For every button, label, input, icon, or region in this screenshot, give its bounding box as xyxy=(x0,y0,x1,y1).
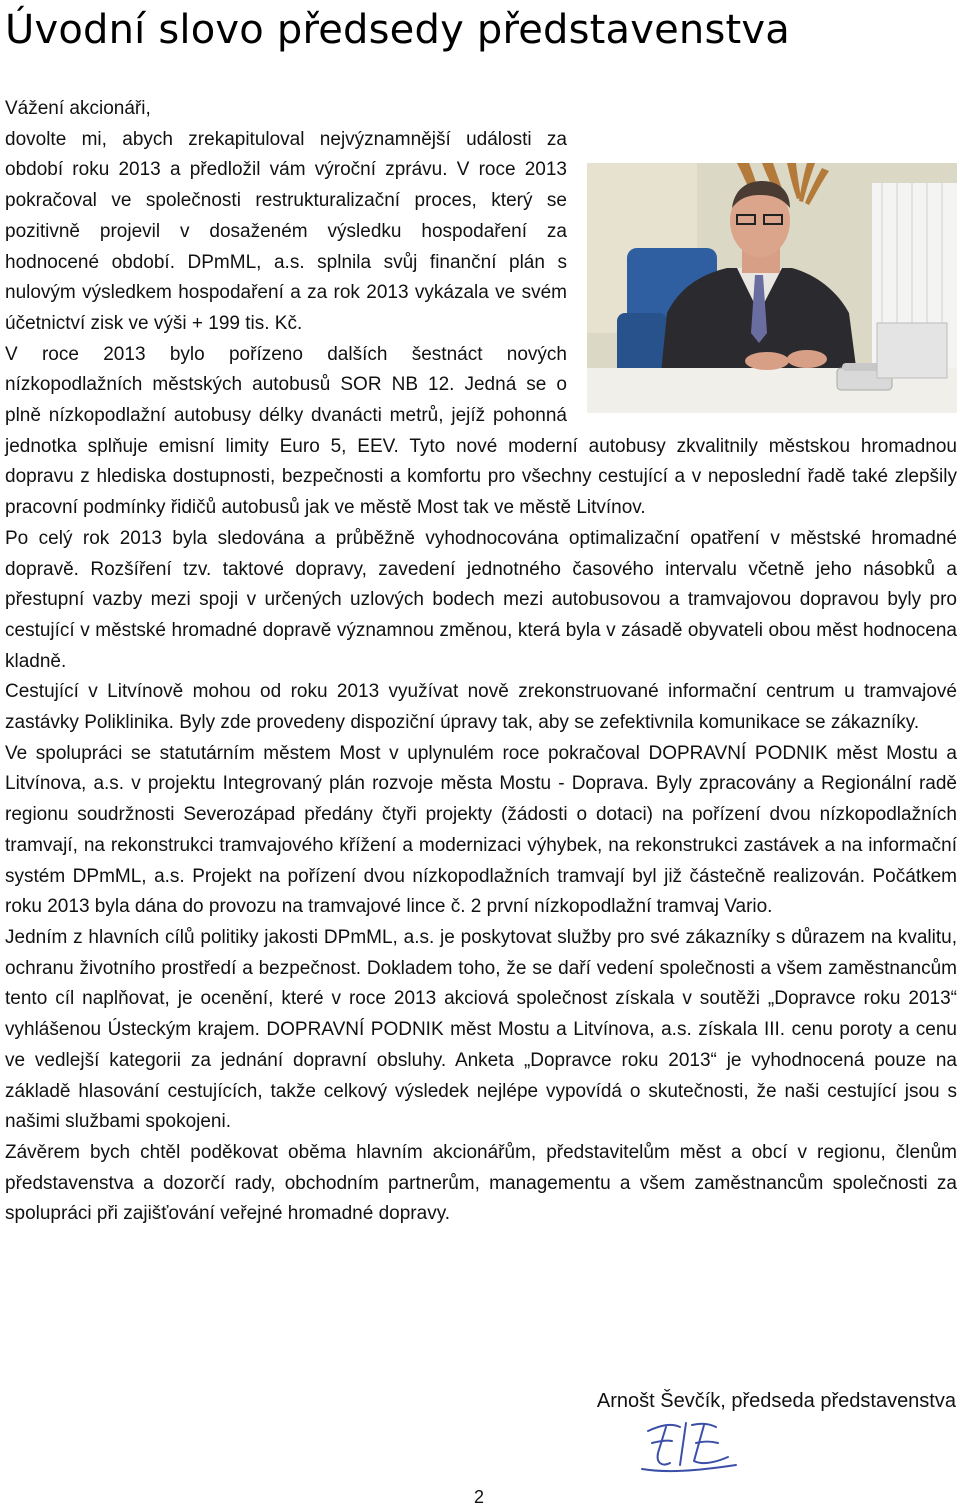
page-number: 2 xyxy=(474,1487,485,1507)
paragraph-closing: Závěrem bych chtěl poděkovat oběma hlavním akcionářům, představitelům měst a obcí v regionu, členům představenstva a dozorčí rady, obchodním partnerům, managementu a všem zaměstnancům společnosti za spolupráci při zajišťování veřejné hromadné dopravy. xyxy=(5,1141,957,1225)
portrait-photo xyxy=(587,163,957,413)
page-title: Úvodní slovo předsedy představenstva xyxy=(5,7,790,53)
portrait-photo-icon xyxy=(587,163,957,413)
paragraph-projects: Ve spolupráci se statutárním městem Most v uplynulém roce pokračoval DOPRAVNÍ PODNIK měst Mostu a Litvínova, a.s. v projektu Integrovaný plán rozvoje města Mostu - Doprava. Byly zpracovány a Regionální radě regionu soudržnosti Severozápad předány čtyři projekty (žádosti o dotaci) na pořízení dvou nízkopodlažních tramvají, na rekonstrukci tramvajového křížení a modernizaci výhybek, na rekonstrukci zastávek a na informační systém DPmML, a.s. Projekt na pořízení dvou nízkopodlažních tramvají byl již částečně realizován. Počátkem roku 2013 byla dána do provozu na tramvajové lince č. 2 první nízkopodlažní tramvaj Vario. xyxy=(5,742,957,918)
paragraph-quality: Jedním z hlavních cílů politiky jakosti DPmML, a.s. je poskytovat služby pro své zákazníky s důrazem na kvalitu, ochranu životního prostředí a bezpečnost. Dokladem toho, že se daří vedení společnosti a všem zaměstnancům tento cíl naplňovat, je ocenění, které v roce 2013 akciová společnost získala v soutěži „Dopravce roku 2013“ vyhlášenou Ústeckým krajem. DOPRAVNÍ PODNIK měst Mostu a Litvínova, a.s. získala III. cenu poroty a cenu ve vedlejší kategorii za jednání dopravní obsluhy. Anketa „Dopravce roku 2013“ je vyhodnocená pouze na základě hlasování cestujících, takže celkový výsledek nejlépe vypovídá o skutečnosti, že naši cestující jsou s našimi službami spokojeni. xyxy=(5,926,957,1133)
paragraph-info-center: Cestující v Litvínově mohou od roku 2013 využívat nově zrekonstruované informační centrum u tramvajové zastávky Poliklinika. Byly zde provedeny dispoziční úpravy tak, aby se zefektivnila komunikace se zákazníky. xyxy=(5,681,957,734)
signature-name: Arnošt Ševčík, předseda představenstva xyxy=(596,1390,956,1412)
signature-icon xyxy=(636,1413,746,1483)
paragraph-buses: V roce 2013 bylo pořízeno dalších šestnáct nových nízkopodlažních městských autobusů SOR NB 12. Jedná se o plně nízkopodlažní autobusy délky dvanácti metrů, jejíž pohonná jednotka splňuje emisní limity Euro 5, EEV. Tyto nové moderní autobusy zkvalitnily městskou hromadnou dopravu z hlediska dostupnosti, bezpečnosti a komfortu pro všechny cestující a v neposlední řadě také zlepšily pracovní podmínky řidičů autobusů jak ve městě Most tak ve městě Litvínov. xyxy=(5,343,957,519)
body-text xyxy=(5,94,957,1230)
paragraph-optimization: Po celý rok 2013 byla sledována a průběžně vyhodnocována optimalizační opatření v městské hromadné dopravě. Rozšíření tzv. taktové dopravy, zavedení jednotného časového intervalu včetně jeho násobků a přestupní vazby mezi spoji v určených uzlových bodech mezi autobusovou a tramvajovou dopravou byly pro cestující v městské hromadné dopravě významnou změnou, která byla v zásadě obyvateli obou měst hodnocena kladně. xyxy=(5,527,957,672)
salutation: Vážení akcionáři, xyxy=(5,98,151,119)
paragraph-intro: dovolte mi, abych zrekapituloval nejvýznamnější události za období roku 2013 a předložil vám výroční zprávu. V roce 2013 pokračoval ve společnosti restrukturalizační proces, který se pozitivně projevil v dosaženém výsledku hospodaření za hodnocené období. DPmML, a.s. splnila svůj finanční plán s nulovým výsledkem hospodaření a za rok 2013 vykázala ve svém účetnictví zisk ve výši + 199 tis. Kč. xyxy=(5,128,567,334)
